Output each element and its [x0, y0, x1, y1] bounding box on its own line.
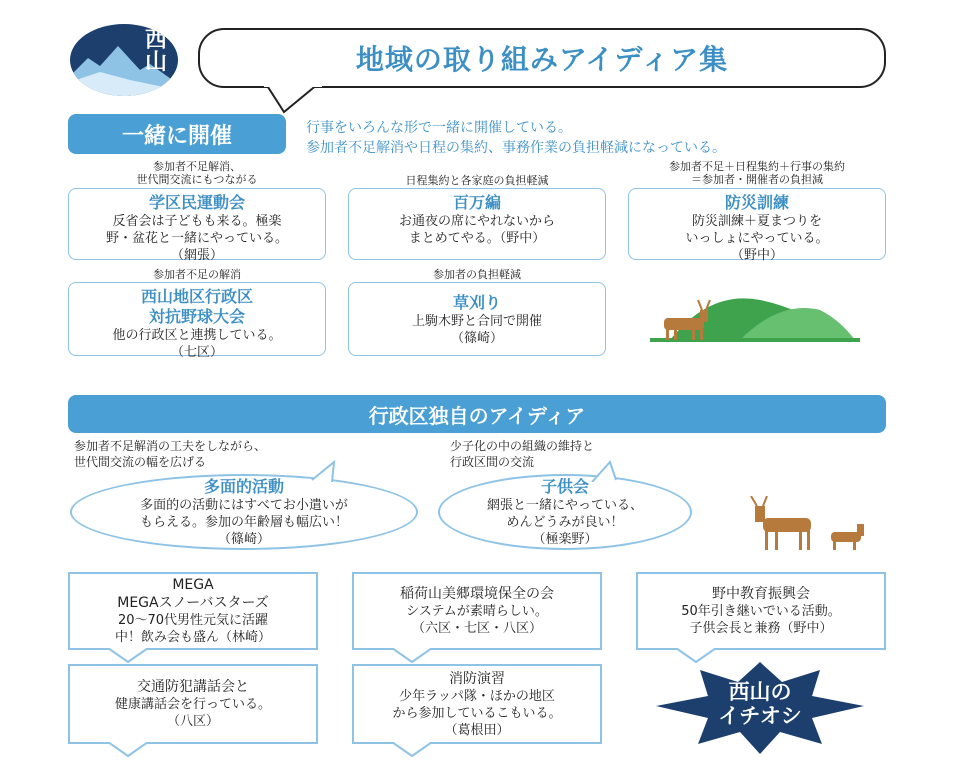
card-caption: 参加者不足解消、 世代間交流にもつながる [136, 160, 258, 186]
oval-multifunction: 多面的活動 多面的の活動にはすべてお小遣いが もらえる。参加の年齢層も幅広い！ （篠崎） [70, 474, 418, 550]
left-intro: 参加者不足解消の工夫をしながら、 世代間交流の幅を広げる [74, 439, 267, 469]
card-grass-cutting: 草刈り 上駒木野と合同で開催 （篠崎） [348, 282, 606, 356]
section1-intro: 行事をいろんな形で一緒に開催している。 参加者不足解消や日程の集約、事務作業の負担軽減になっている。 [306, 120, 726, 156]
box-mega-snow: MEGA MEGAスノーバスターズ 20～70代男性元気に活躍 中！飲み会も盛ん（林崎） [68, 572, 318, 650]
box-arrow [108, 648, 148, 664]
right-intro: 少子化の中の組織の維持と 行政区間の交流 [450, 439, 595, 469]
box-fire-drill: 消防演習 少年ラッパ隊・ほかの地区 から参加しているこもいる。 （葛根田） [352, 664, 602, 744]
logo [70, 24, 178, 96]
card-caption: 参加者の負担軽減 [433, 268, 521, 281]
logo-text: 西 山 [144, 28, 167, 75]
bubble-tail [258, 84, 338, 114]
card-baseball: 西山地区行政区 対抗野球大会 他の行政区と連携している。 （七区） [68, 282, 326, 356]
box-inariyama: 稲荷山美郷環境保全の会 システムが素晴らしい。 （六区・七区・八区） [352, 572, 602, 650]
deer-illustration [745, 496, 875, 554]
section-label-joint: 一緒に開催 [68, 114, 286, 154]
card-hyakumanben: 百万編 お通夜の席にやれないから まとめてやる。（野中） [348, 188, 606, 260]
box-arrow [392, 742, 432, 758]
box-arrow [108, 742, 148, 758]
oval-kids-club: 子供会 網張と一緒にやっている、 めんどうみが良い！ （極楽野） [438, 474, 692, 550]
hills-illustration [650, 290, 860, 346]
title-bubble [198, 28, 886, 88]
box-traffic-safety: 交通防犯講話会と 健康講話会を行っている。 （八区） [68, 664, 318, 744]
box-education: 野中教育振興会 50年引き継いでいる活動。 子供会長と兼務（野中） [636, 572, 886, 650]
bubble-tail [310, 460, 340, 482]
page-title: 地域の取り組みアイディア集 [355, 43, 729, 76]
card-caption: 参加者不足の解消 [153, 268, 241, 281]
box-arrow [392, 648, 432, 664]
card-sports-day: 学区民運動会 反省会は子どもも来る。極楽 野・盆花と一緒にやっている。 （網張） [68, 188, 326, 260]
section-label-ideas: 行政区独自のアイディア [68, 395, 886, 433]
card-disaster-drill: 防災訓練 防災訓練＋夏まつりを いっしょにやっている。 （野中） [628, 188, 886, 260]
star-badge-text: 西山の イチオシ [718, 680, 802, 728]
card-caption: 参加者不足＋日程集約＋行事の集約 ＝参加者・開催者の負担減 [669, 160, 845, 186]
card-caption: 日程集約と各家庭の負担軽減 [405, 174, 549, 187]
bubble-tail [590, 460, 620, 482]
